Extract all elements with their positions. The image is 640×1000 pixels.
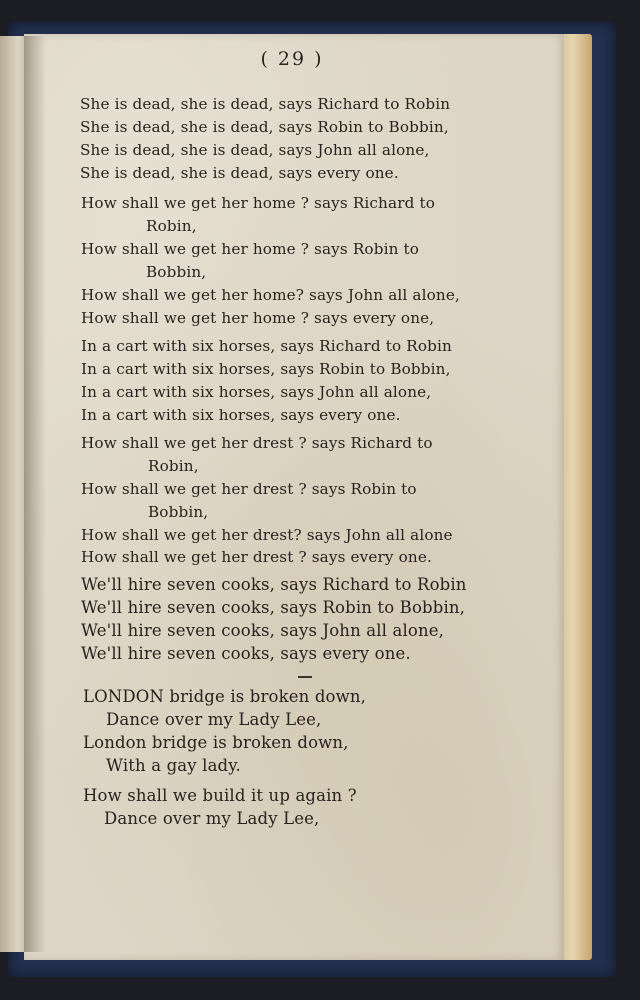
text-line: Dance over my Lady Lee, (104, 809, 320, 828)
text-line: We'll hire seven cooks, says Richard to Robin (81, 575, 467, 594)
text-line: How shall we get her drest ? says Richard to (81, 434, 433, 452)
text-line: She is dead, she is dead, says John all alone, (80, 141, 430, 159)
book-page (24, 34, 564, 960)
text-line: LONDON bridge is broken down, (83, 687, 367, 706)
text-line: How shall we get her home ? says every one, (81, 309, 435, 327)
text-line: Dance over my Lady Lee, (106, 710, 322, 729)
text-line: With a gay lady. (106, 756, 241, 775)
text-line: London bridge is broken down, (83, 733, 349, 752)
text-line: How shall we get her home? says John all alone, (81, 286, 460, 304)
text-line: In a cart with six horses, says John all alone, (81, 383, 432, 401)
text-line: How shall we get her home ? says Richard to (81, 194, 436, 212)
text-line: We'll hire seven cooks, says Robin to Bobbin, (81, 598, 466, 617)
text-line: How shall we get her drest ? says Robin to (81, 480, 417, 498)
text-line: In a cart with six horses, says every one. (81, 406, 401, 424)
text-line: How shall we build it up again ? (83, 786, 357, 805)
page-edges (560, 34, 592, 960)
text-line: Robin, (148, 457, 199, 475)
text-line: Bobbin, (148, 503, 209, 521)
page-text (24, 34, 564, 960)
text-line: Bobbin, (146, 263, 207, 281)
text-line: How shall we get her drest ? says every one. (81, 548, 432, 566)
text-line: She is dead, she is dead, says every one. (80, 164, 399, 182)
text-line: In a cart with six horses, says Richard to Robin (81, 337, 452, 355)
page-number: ( 29 ) (260, 48, 324, 70)
text-line: Robin, (146, 217, 197, 235)
text-line: She is dead, she is dead, says Richard to Robin (80, 95, 451, 113)
text-line: In a cart with six horses, says Robin to Bobbin, (81, 360, 451, 378)
text-line: She is dead, she is dead, says Robin to Bobbin, (80, 118, 449, 136)
section-divider (298, 676, 312, 678)
page-gutter-shadow (24, 36, 46, 952)
text-line: We'll hire seven cooks, says every one. (81, 644, 411, 663)
text-line: How shall we get her drest? says John all alone (81, 526, 453, 544)
text-line: How shall we get her home ? says Robin to (81, 240, 420, 258)
text-line: We'll hire seven cooks, says John all alone, (81, 621, 445, 640)
facing-page-edge (0, 36, 26, 952)
